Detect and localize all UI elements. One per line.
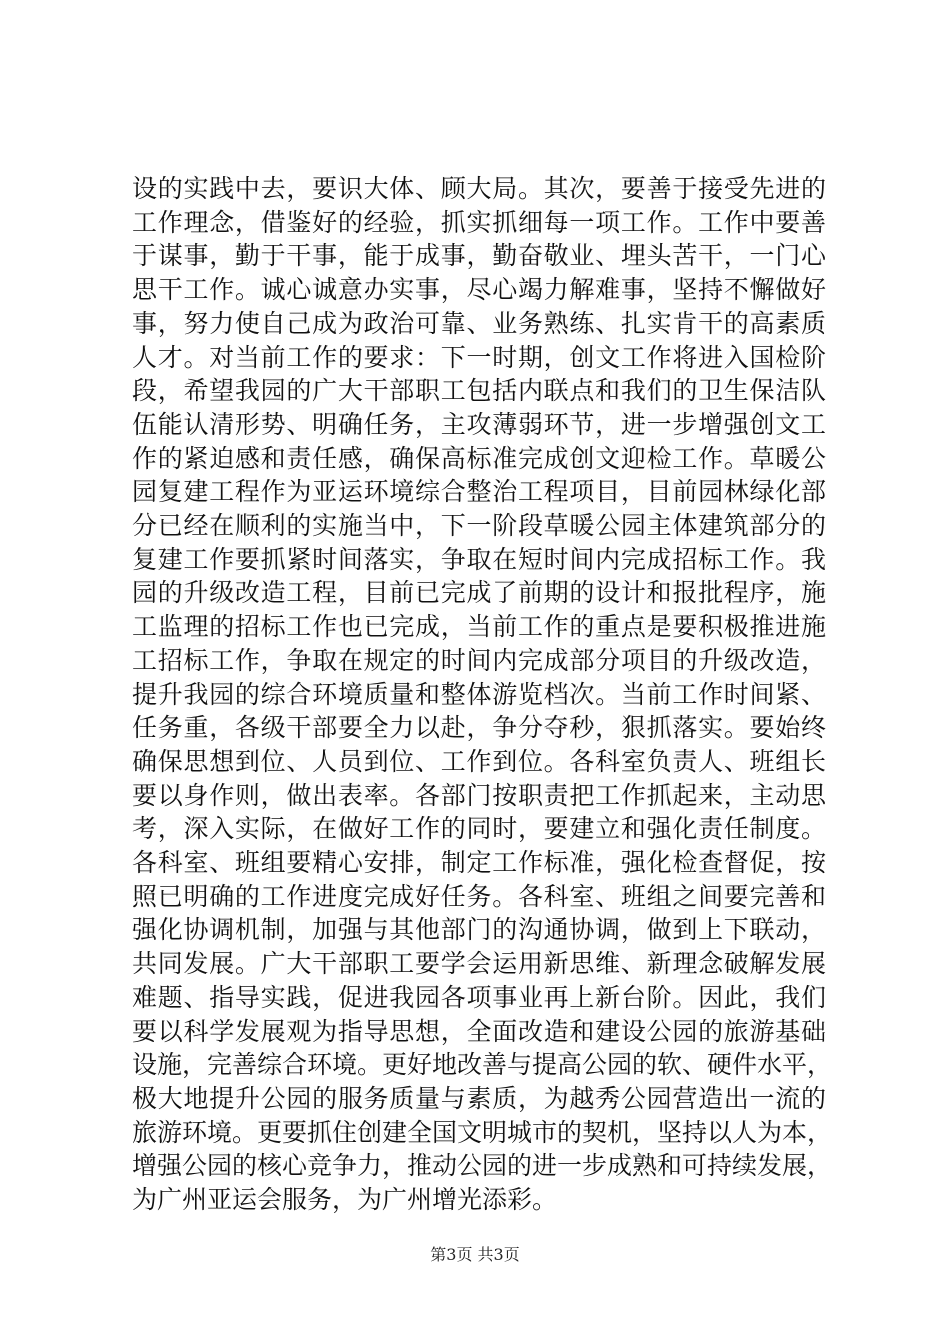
text-line: 复建工作要抓紧时间落实，争取在短时间内完成招标工作。我 [132,544,826,574]
text-line: 各科室、班组要精心安排，制定工作标准，强化检查督促，按 [132,848,826,878]
text-line: 工招标工作，争取在规定的时间内完成部分项目的升级改造， [132,645,826,675]
text-line: 要以科学发展观为指导思想，全面改造和建设公园的旅游基础 [132,1016,826,1046]
text-line: 设的实践中去，要识大体、顾大局。其次，要善于接受先进的 [132,174,826,203]
text-line: 难题、指导实践，促进我园各项事业再上新台阶。因此，我们 [132,982,826,1012]
text-line: 思干工作。诚心诚意办实事，尽心竭力解难事，坚持不懈做好 [132,275,826,305]
text-line: 照已明确的工作进度完成好任务。各科室、班组之间要完善和 [132,881,826,911]
page-number-footer: 第3页 共3页 [430,1245,520,1264]
text-line: 园的升级改造工程，目前已完成了前期的设计和报批程序，施 [132,578,826,608]
text-line: 强化协调机制，加强与其他部门的沟通协调，做到上下联动， [132,915,826,945]
text-line: 工监理的招标工作也已完成，当前工作的重点是要积极推进施 [132,612,826,642]
text-line: 增强公园的核心竞争力，推动公园的进一步成熟和可持续发展， [132,1151,833,1181]
text-line: 共同发展。广大干部职工要学会运用新思维、新理念破解发展 [132,949,826,979]
text-line: 分已经在顺利的实施当中，下一阶段草暖公园主体建筑部分的 [132,511,826,541]
text-line: 于谋事，勤于干事，能于成事，勤奋敬业、埋头苦干，一门心 [132,241,826,271]
body-paragraph [132,172,833,1217]
text-line: 工作理念，借鉴好的经验，抓实抓细每一项工作。工作中要善 [132,207,826,237]
text-line: 考，深入实际，在做好工作的同时，要建立和强化责任制度。 [132,814,826,844]
text-line: 旅游环境。更要抓住创建全国文明城市的契机，坚持以人为本， [132,1117,833,1147]
text-line: 作的紧迫感和责任感，确保高标准完成创文迎检工作。草暖公 [132,443,826,473]
text-line: 设施，完善综合环境。更好地改善与提高公园的软、硬件水平， [132,1050,833,1080]
text-line: 要以身作则，做出表率。各部门按职责把工作抓起来，主动思 [132,780,826,810]
text-line: 段，希望我园的广大干部职工包括内联点和我们的卫生保洁队 [132,376,826,406]
text-line: 伍能认清形势、明确任务，主攻薄弱环节，进一步增强创文工 [132,409,826,439]
text-line: 园复建工程作为亚运环境综合整治工程项目，目前园林绿化部 [132,477,826,507]
text-line: 为广州亚运会服务，为广州增光添彩。 [132,1185,558,1215]
text-line: 极大地提升公园的服务质量与素质，为越秀公园营造出一流的 [132,1083,826,1113]
text-line: 确保思想到位、人员到位、工作到位。各科室负责人、班组长 [132,746,826,776]
text-line: 提升我园的综合环境质量和整体游览档次。当前工作时间紧、 [132,679,826,709]
text-line: 事，努力使自己成为政治可靠、业务熟练、扎实肯干的高素质 [132,308,826,338]
text-line: 人才。对当前工作的要求：下一时期，创文工作将进入国检阶 [132,342,826,372]
text-line: 任务重，各级干部要全力以赴，争分夺秒，狠抓落实。要始终 [132,713,826,743]
